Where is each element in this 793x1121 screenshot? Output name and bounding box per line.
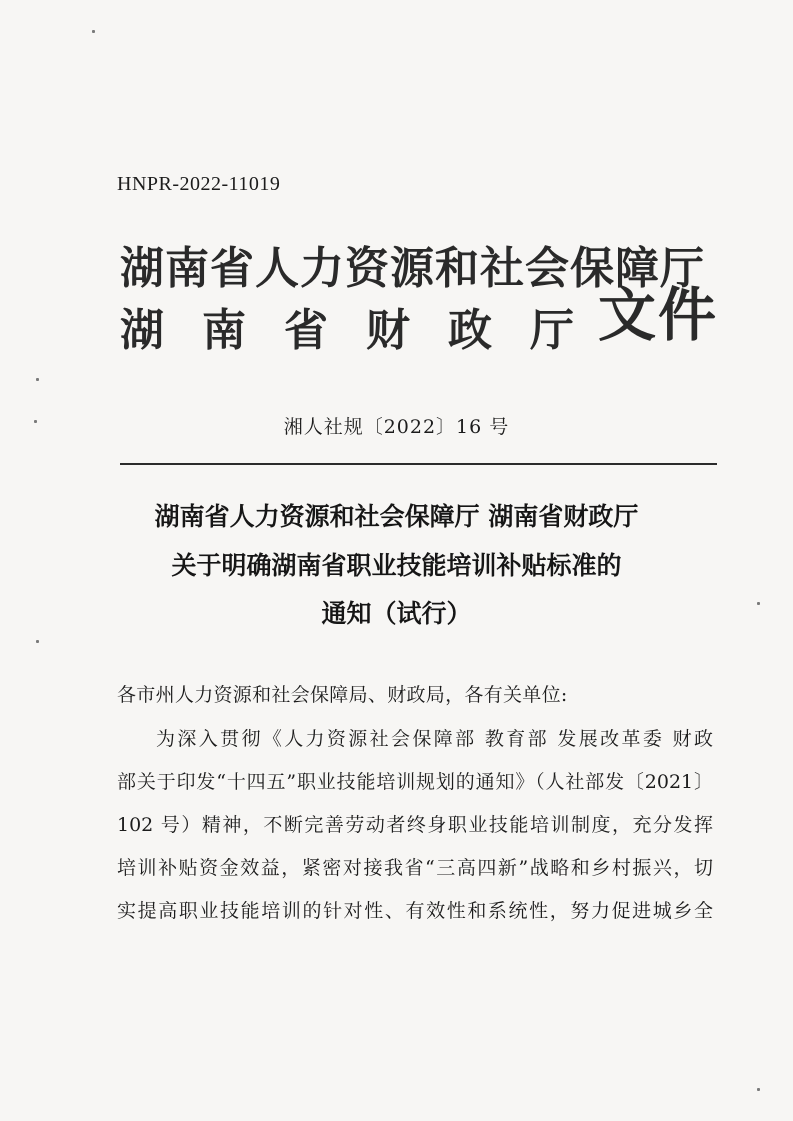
issuer-line-hrss: 湖南省人力资源和社会保障厅 bbox=[120, 243, 705, 294]
scan-speck bbox=[757, 1088, 760, 1091]
title-line-3: 通知（试行） bbox=[321, 599, 472, 628]
body-line-3: 102 号）精神，不断完善劳动者终身职业技能培训制度，充分发挥 bbox=[117, 814, 713, 836]
document-number: 湘人社规〔2022〕16 号 bbox=[283, 416, 510, 438]
scan-speck bbox=[34, 420, 37, 423]
body-line-2: 部关于印发“十四五”职业技能培训规划的通知》（人社部发〔2021〕 bbox=[117, 771, 713, 793]
title-line-2: 关于明确湖南省职业技能培训补贴标准的 bbox=[171, 551, 622, 580]
body-line-1: 为深入贯彻《人力资源社会保障部 教育部 发展改革委 财政 bbox=[156, 728, 713, 750]
salutation: 各市州人力资源和社会保障局、财政局，各有关单位: bbox=[117, 684, 568, 706]
document-id: HNPR-2022-11019 bbox=[117, 173, 281, 195]
issuer-line-finance: 湖南省财政厅 bbox=[120, 305, 612, 356]
body-line-5: 实提高职业技能培训的针对性、有效性和系统性，努力促进城乡全 bbox=[117, 900, 713, 922]
scan-speck bbox=[757, 602, 760, 605]
title-line-1: 湖南省人力资源和社会保障厅 湖南省财政厅 bbox=[154, 502, 639, 531]
scan-speck bbox=[36, 378, 39, 381]
body-line-4: 培训补贴资金效益，紧密对接我省“三高四新”战略和乡村振兴，切 bbox=[117, 857, 713, 879]
issuer-suffix: 文件 bbox=[598, 281, 719, 349]
header-divider bbox=[120, 463, 717, 465]
scan-speck bbox=[92, 30, 95, 33]
scan-speck bbox=[36, 640, 39, 643]
